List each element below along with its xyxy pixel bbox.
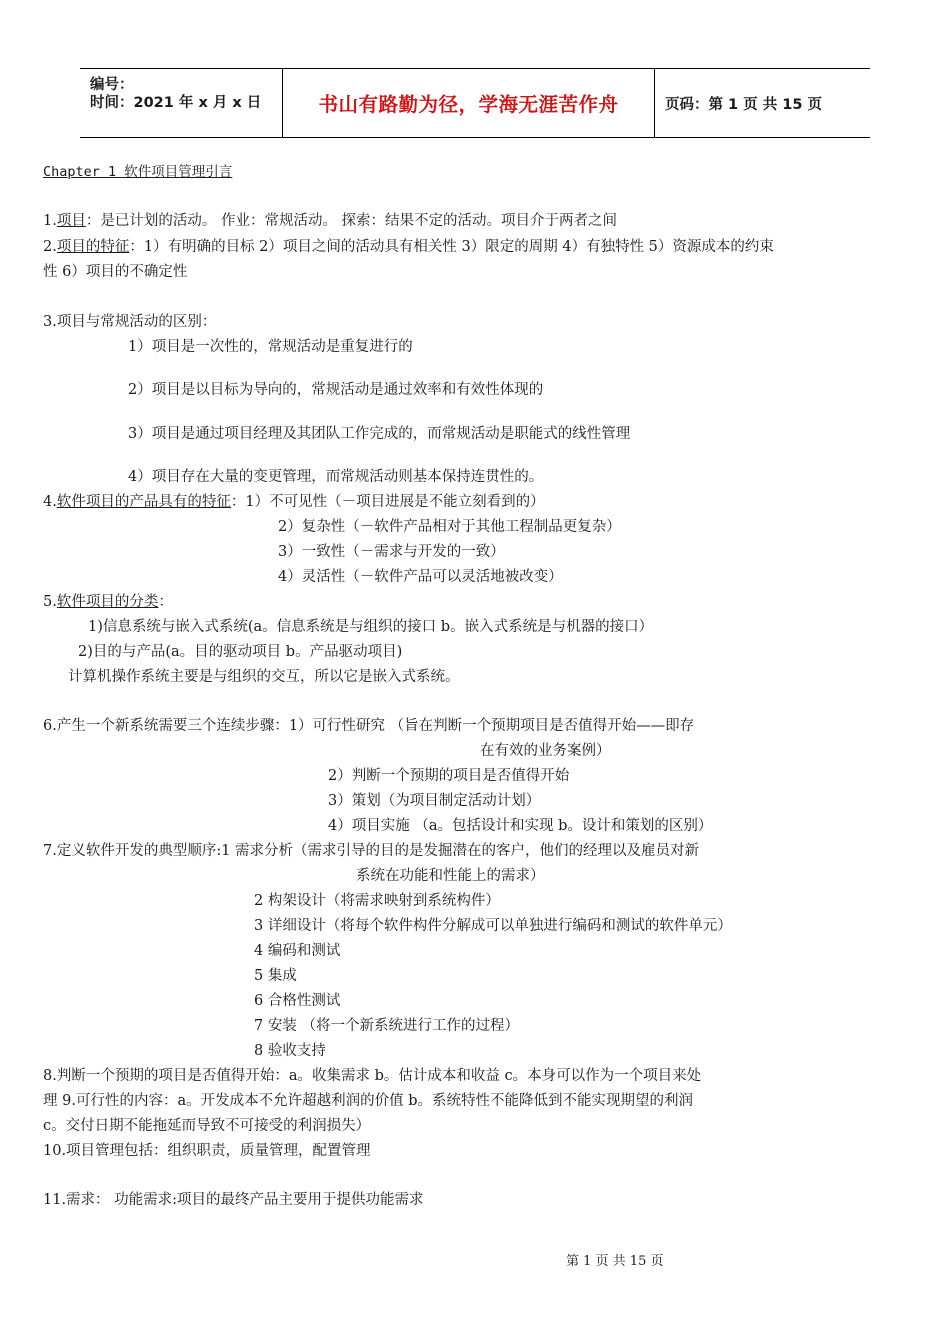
p7-continuation: 系统在功能和性能上的需求） [356,868,545,884]
p1-term: 项目 [56,213,86,229]
p2-number: 2. [43,239,57,255]
p5-item: 1)信息系统与嵌入式系统(a。信息系统是与组织的接口 b。嵌入式系统是与机器的接口） [88,619,654,635]
p7-item: 8 验收支持 [254,1043,326,1059]
p4-item: 4）灵活性（－软件产品可以灵活地被改变） [278,569,563,585]
p2-continuation: 性 6）项目的不确定性 [43,264,188,280]
p7-item: 2 构架设计（将需求映射到系统构件） [254,893,500,909]
p1-text: ：是已计划的活动。 作业：常规活动。 探索：结果不定的活动。项目介于两者之间 [85,213,618,229]
p7-item: 4 编码和测试 [254,943,341,959]
p2-term: 项目的特征 [56,239,130,255]
page-footer: 第 1 页 共 15 页 [566,1254,664,1269]
p2-text: ：1）有明确的目标 2）项目之间的活动具有相关性 3）限定的周期 4）有独特性 5）资源成本的约束 [129,239,774,255]
p4-item: 1）不可见性（－项目进展是不能立刻看到的） [245,494,545,510]
p6-heading: 6.产生一个新系统需要三个连续步骤：1）可行性研究 （旨在判断一个预期项目是否值得开始——即存 [43,718,695,734]
p7-item: 7 安装 （将一个新系统进行工作的过程） [254,1018,519,1034]
p5-item: 2)目的与产品(a。目的驱动项目 b。产品驱动项目) [78,644,403,660]
p8-line: 8.判断一个预期的项目是否值得开始：a。收集需求 b。估计成本和收益 c。本身可以作为一个项目来处 [43,1068,702,1084]
p6-item: 4）项目实施 （a。包括设计和实现 b。设计和策划的区别） [328,818,713,834]
paragraph-10: 10.项目管理包括：组织职责，质量管理，配置管理 [43,1143,371,1159]
paragraph-1 [43,212,617,230]
p5-number: 5. [43,594,57,610]
p6-item: 2）判断一个预期的项目是否值得开始 [328,768,570,784]
header-page-cell [655,69,870,137]
p3-item: 2）项目是以目标为导向的，常规活动是通过效率和有效性体现的 [128,382,544,398]
p1-number: 1. [43,213,57,229]
p3-item: 3）项目是通过项目经理及其团队工作完成的，而常规活动是职能式的线性管理 [128,426,631,442]
p4-item: 3）一致性（－需求与开发的一致） [278,544,505,560]
header-meta-cell [80,69,283,137]
page-header [80,68,870,138]
p8-line: c。交付日期不能拖延而导致不可接受的利润损失） [43,1118,371,1134]
number-label: 编号： [90,77,134,93]
paragraph-2 [43,238,774,256]
header-motto-cell [283,69,655,137]
time-label: 时间：2021 年 x 月 x 日 [90,95,262,111]
paragraph-5 [43,593,173,611]
p7-item: 6 合格性测试 [254,993,341,1009]
chapter-title: Chapter 1 软件项目管理引言 [43,164,233,180]
p3-heading: 3.项目与常规活动的区别： [43,314,217,330]
p4-term: 软件项目的产品具有的特征 [56,494,231,510]
p6-item: 3）策划（为项目制定活动计划） [328,793,541,809]
p5-term: 软件项目的分类 [56,594,159,610]
p4-number: 4. [43,494,57,510]
paragraph-4 [43,493,545,511]
p8-line: 理 9.可行性的内容：a。开发成本不允许超越利润的价值 b。系统特性不能降低到不能实现期望的利润 [43,1093,693,1109]
p7-item: 5 集成 [254,968,297,984]
p7-item: 3 详细设计（将每个软件构件分解成可以单独进行编码和测试的软件单元） [254,918,732,934]
paragraph-11: 11.需求： 功能需求:项目的最终产品主要用于提供功能需求 [43,1192,424,1208]
p4-item: 2）复杂性（－软件产品相对于其他工程制品更复杂） [278,519,621,535]
page-info: 页码：第 1 页 共 15 页 [665,96,823,113]
p5-colon: ： [158,594,173,610]
p5-note: 计算机操作系统主要是与组织的交互，所以它是嵌入式系统。 [68,669,460,685]
p3-item: 4）项目存在大量的变更管理，而常规活动则基本保持连贯性的。 [128,469,544,485]
p7-heading: 7.定义软件开发的典型顺序:1 需求分析（需求引导的目的是发掘潜在的客户，他们的经理以及雇员对新 [43,843,700,859]
p4-colon: ： [230,494,246,510]
p3-item: 1）项目是一次性的，常规活动是重复进行的 [128,339,413,355]
motto: 书山有路勤为径，学海无涯苦作舟 [318,93,619,116]
p6-continuation: 在有效的业务案例） [480,743,611,759]
